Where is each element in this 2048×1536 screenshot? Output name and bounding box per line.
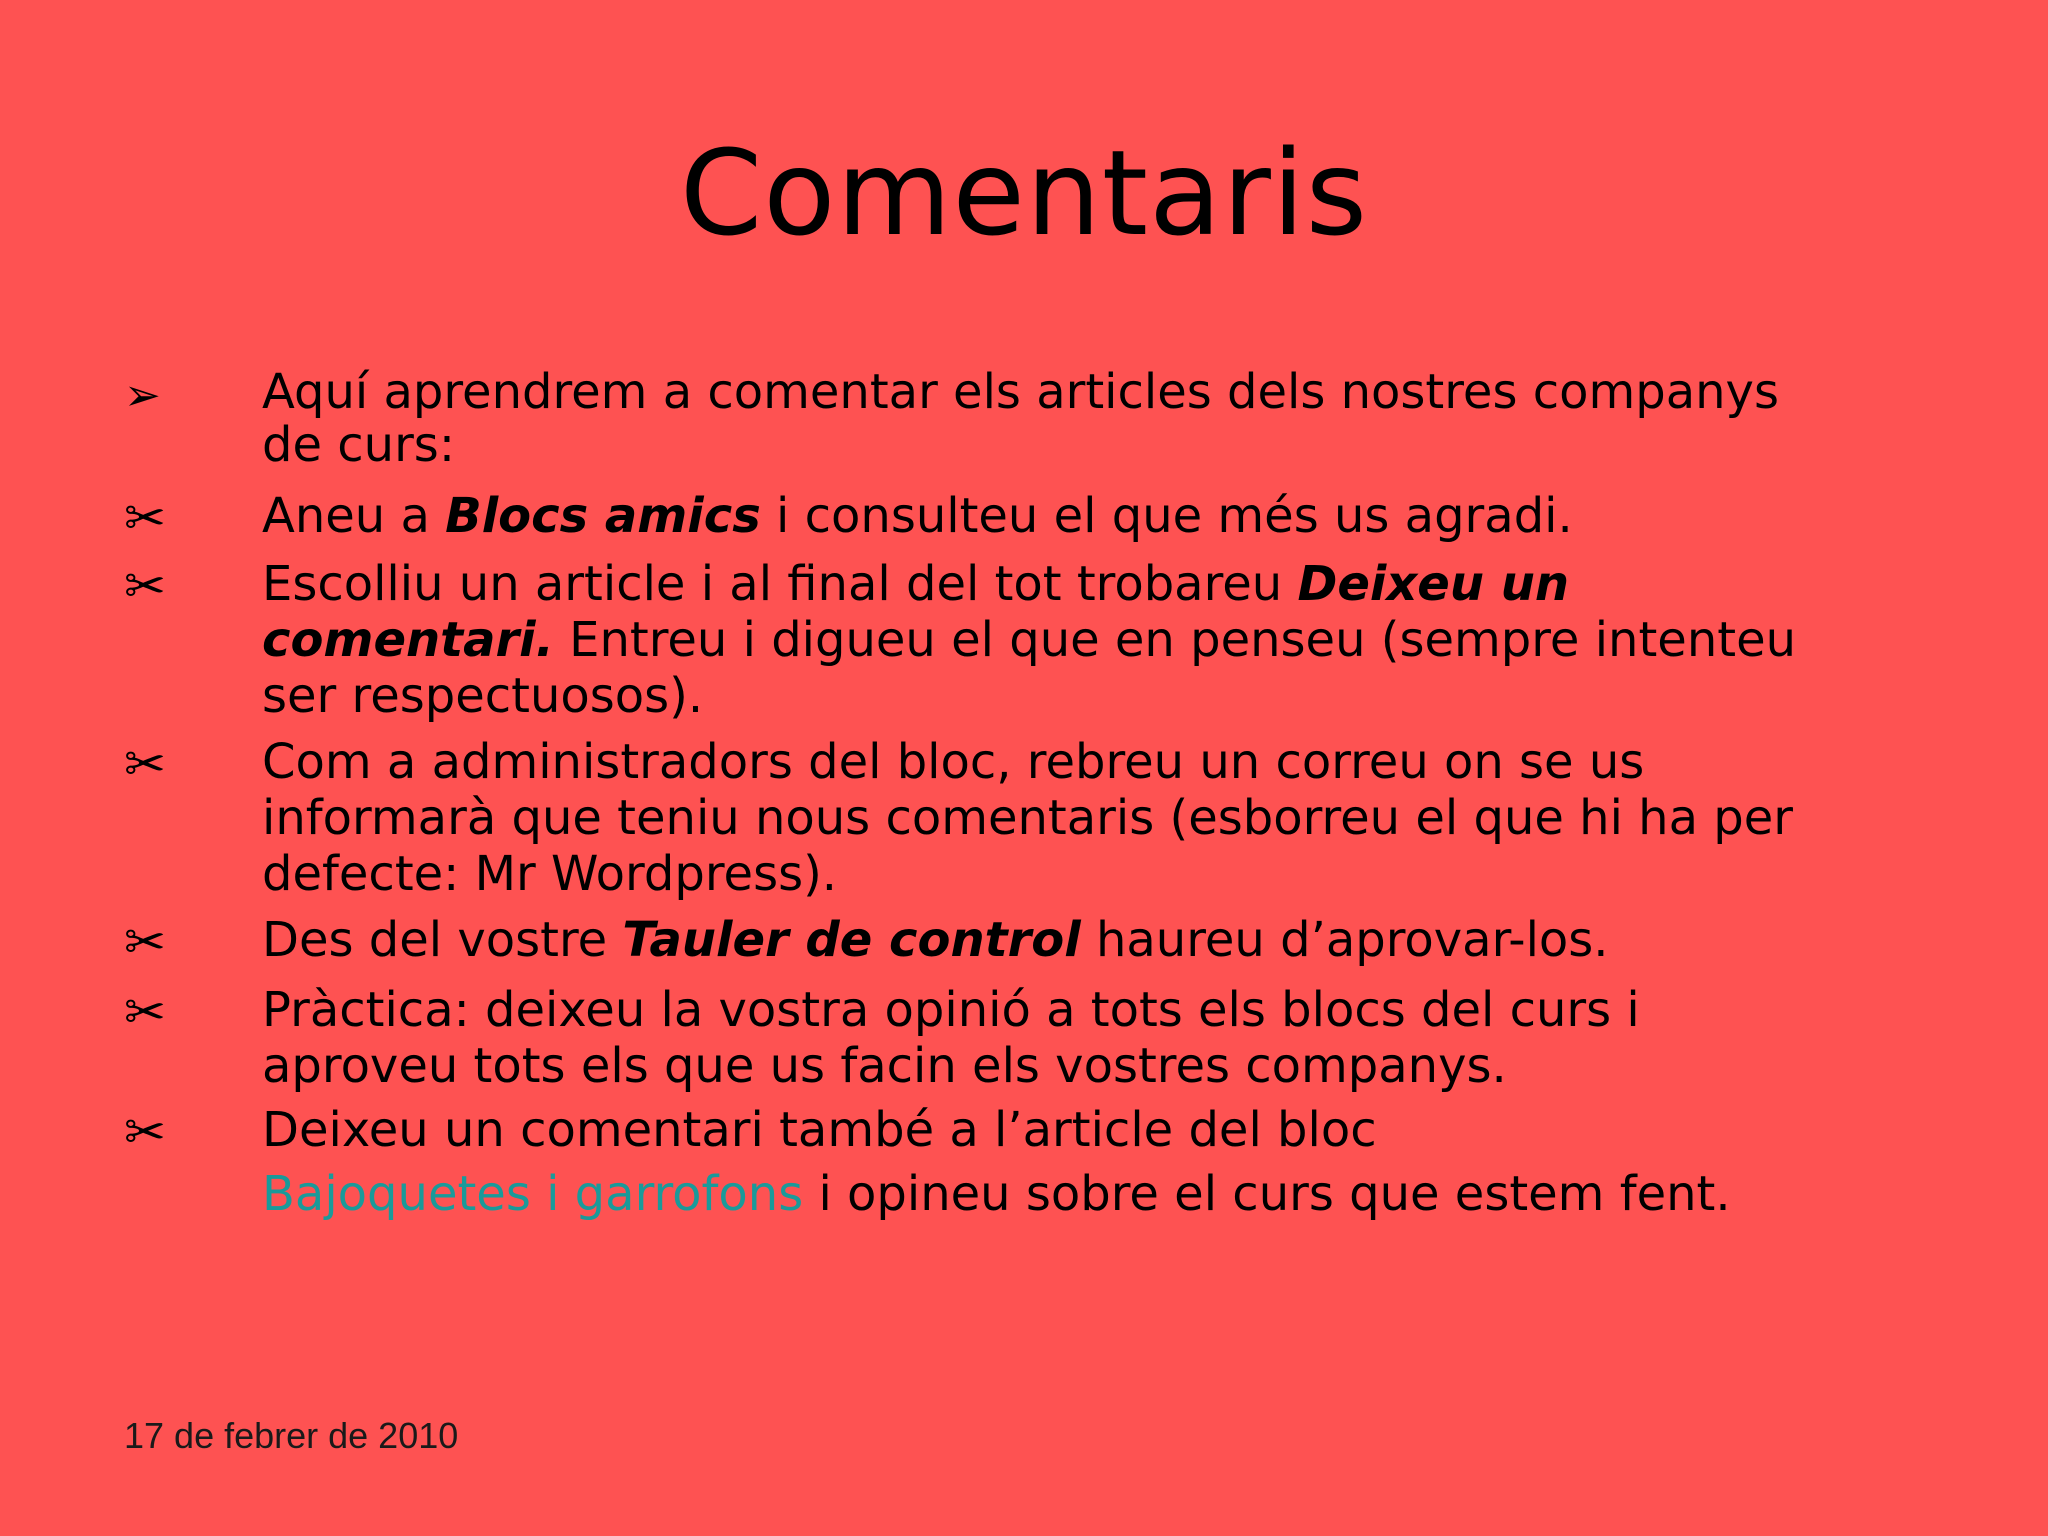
- bullet-line: ser respectuosos).: [262, 668, 704, 724]
- scissors-bullet-icon: ✂: [124, 735, 166, 793]
- scissors-bullet-icon: ✂: [124, 913, 166, 971]
- bullet-text-post: i consulteu el que més us agradi.: [760, 488, 1573, 544]
- deixeu-un-emphasis: Deixeu un: [1297, 556, 1570, 612]
- bullet-line: Deixeu un comentari també a l’article del bloc: [262, 1102, 1377, 1158]
- footer-date: 17 de febrer de 2010: [124, 1415, 459, 1456]
- arrow-bullet-icon: ➢: [124, 370, 161, 421]
- bullet-line: Pràctica: deixeu la vostra opinió a tots els blocs del curs i: [262, 982, 1640, 1038]
- slide-title: Comentaris: [679, 124, 1369, 262]
- bullet-line: defecte: Mr Wordpress).: [262, 846, 838, 902]
- bullet-text: [262, 982, 1962, 1094]
- scissors-bullet-icon: ✂: [124, 983, 166, 1041]
- scissors-bullet-icon: ✂: [124, 1103, 166, 1161]
- bullet-line: de curs:: [262, 417, 455, 473]
- scissors-bullet-icon: ✂: [124, 489, 166, 547]
- scissors-bullet-icon: ✂: [124, 557, 166, 615]
- bullet-text-pre: Escolliu un article i al final del tot trobareu: [262, 556, 1298, 612]
- comentari-emphasis: comentari.: [262, 612, 554, 668]
- bullet-text-pre: Des del vostre: [262, 912, 623, 968]
- bullet-text: [262, 364, 1962, 473]
- bullet-text-pre: Aneu a: [262, 488, 446, 544]
- bullet-line: aproveu tots els que us facin els vostres companys.: [262, 1038, 1507, 1094]
- bullet-text: [262, 1102, 1962, 1222]
- bullet-line: Com a administradors del bloc, rebreu un correu on se us: [262, 734, 1645, 790]
- bullet-text: [262, 556, 1962, 724]
- tauler-de-control-emphasis: Tauler de control: [622, 912, 1081, 968]
- bullet-text-post: i opineu sobre el curs que estem fent.: [803, 1166, 1731, 1222]
- bullet-line: [262, 1166, 1962, 1222]
- bullet-text: [262, 734, 1962, 902]
- bullet-text-post: Entreu i digueu el que en penseu (sempre intenteu: [553, 612, 1797, 668]
- bajoquetes-i-garrofons-link[interactable]: Bajoquetes i garrofons: [262, 1166, 804, 1222]
- bullet-text-post: haureu d’aprovar-los.: [1080, 912, 1609, 968]
- bullet-line: Aquí aprendrem a comentar els articles dels nostres companys: [262, 364, 1779, 420]
- blocs-amics-emphasis: Blocs amics: [445, 488, 761, 544]
- bullet-line: [262, 556, 1962, 612]
- bullet-text: [262, 912, 1962, 968]
- bullet-line: informarà que teniu nous comentaris (esborreu el que hi ha per: [262, 790, 1794, 846]
- bullet-text: [262, 488, 1962, 544]
- bullet-line: [262, 612, 1962, 668]
